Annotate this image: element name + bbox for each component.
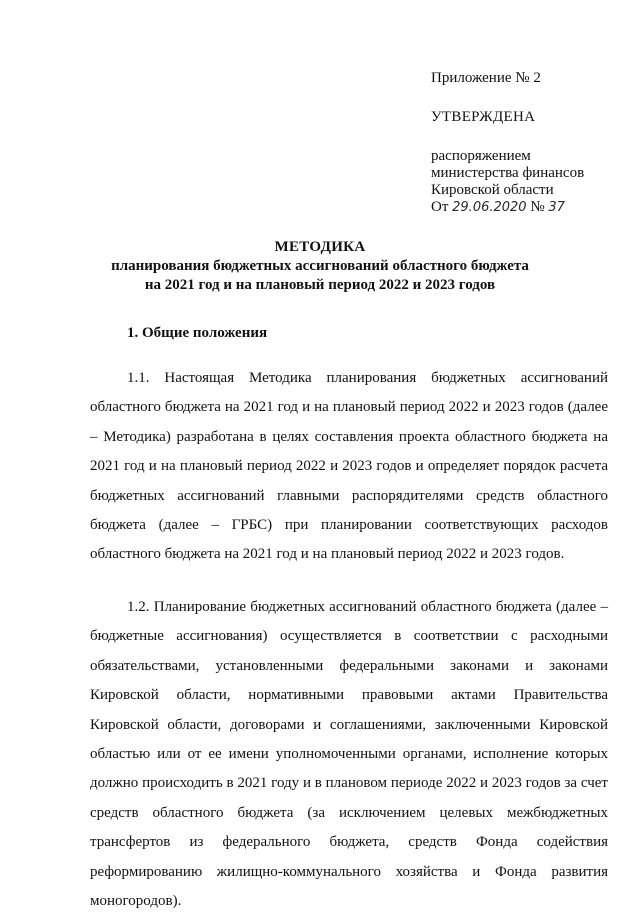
title-line: планирования бюджетных ассигнований областного бюджета (111, 258, 529, 274)
order-line: распоряжением (431, 148, 531, 164)
appendix-label: Приложение № 2 (431, 70, 541, 86)
number-label: № (530, 199, 545, 215)
paragraph-1-1: 1.1. Настоящая Методика планирования бюджетных ассигнований областного бюджета на 2021 год и на плановый период 2022 и 2023 годов (далее – Методика) разработана в целях составления проекта областного бюджета на 2021 год и на плановый период 2022 и 2023 годов и определяет порядок расчета бюджетных ассигнований главными распорядителями средств областного бюджета (далее – ГРБС) при планировании соответствующих расходов областного бюджета на 2021 год и на плановый период 2022 и 2023 годов. (90, 370, 608, 563)
from-label: От (431, 199, 449, 215)
approval-block (431, 70, 631, 216)
handwritten-date: 29.06.2020 (452, 200, 527, 215)
section-heading: 1. Общие положения (127, 325, 268, 341)
handwritten-number: 37 (548, 200, 565, 215)
document-title (0, 238, 640, 295)
paragraph-1-2: 1.2. Планирование бюджетных ассигнований областного бюджета (далее – бюджетные ассигнования) осуществляется в соответствии с расходными обязательствами, установленными федеральными законами и законами Кировской области, нормативными правовыми актами Правительства Кировской области, договорами и соглашениями, заключенными Кировской областью или от ее имени уполномоченными органами, исполнение которых должно происходить в 2021 году и в плановом периоде 2022 и 2023 годов за счет средств областного бюджета (за исключением целевых межбюджетных трансфертов из федерального бюджета, средств Фонда содействия реформированию жилищно-коммунального хозяйства и Фонда развития моногородов). (90, 599, 608, 910)
order-line: Кировской области (431, 182, 554, 198)
approved-stamp-text: УТВЕРЖДЕНА (431, 109, 536, 125)
order-reference (431, 148, 631, 216)
title-line: на 2021 год и на плановый период 2022 и 2023 годов (144, 277, 496, 293)
order-date-number-line (431, 199, 565, 215)
order-line: министерства финансов (431, 165, 585, 181)
title-line: МЕТОДИКА (274, 239, 366, 255)
